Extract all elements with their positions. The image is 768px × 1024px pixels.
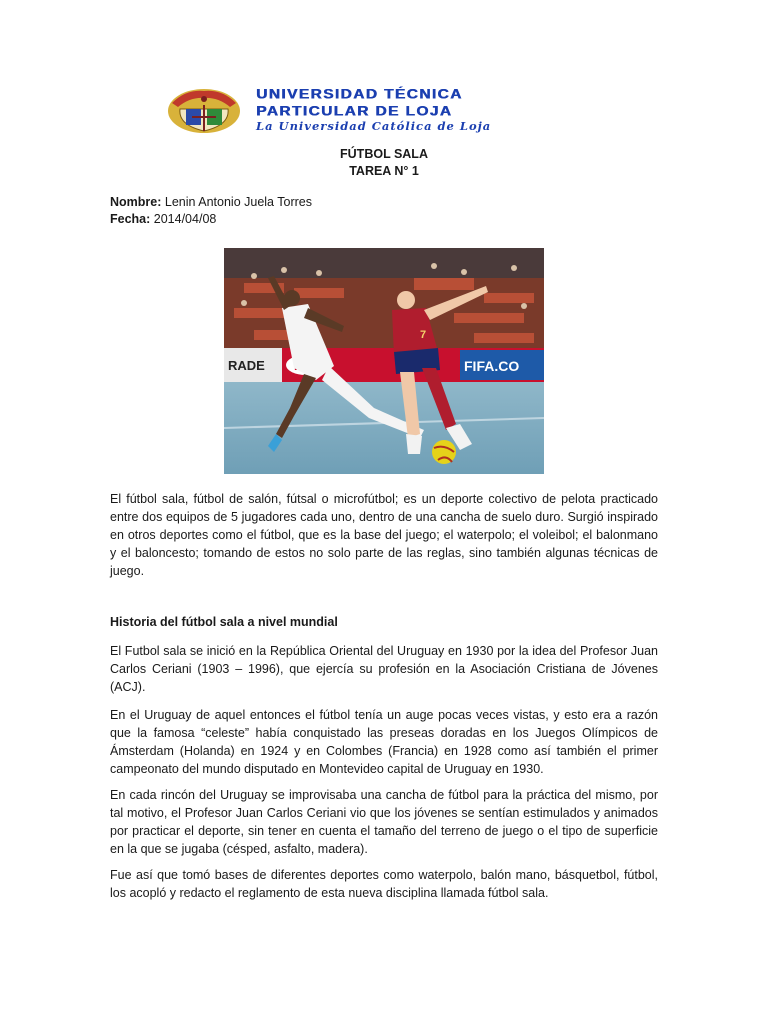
- jersey-number: 7: [420, 329, 427, 341]
- name-line: [110, 194, 312, 211]
- history-paragraph-4: Fue así que tomó bases de diferentes deportes como waterpolo, balón mano, básquetbol, fútbol, los acopló y redacto el reglamento de esta nueva disciplina llamada fútbol sala.: [110, 868, 658, 900]
- banner-left-text: RADE: [228, 358, 265, 373]
- university-logo: [166, 84, 606, 136]
- date-line: [110, 211, 312, 228]
- name-value: Lenin Antonio Juela Torres: [164, 195, 312, 209]
- history-paragraph-3: En cada rincón del Uruguay se improvisaba una cancha de fútbol para la práctica del mismo, por tal motivo, el Profesor Juan Carlos Ceriani vio que los jóvenes se sentían estimulados y animados por practicar el deporte, sin tener en cuenta el tamaño del terreno de juego o el tipo de superficie en la que se jugaba (césped, asfalto, madera).: [110, 788, 658, 856]
- date-label: Fecha:: [110, 212, 151, 226]
- document-subtitle: TAREA N° 1: [349, 164, 419, 178]
- document-titles: [0, 146, 768, 180]
- author-info: [110, 194, 312, 228]
- university-seal-icon: [166, 85, 242, 135]
- section-heading: Historia del fútbol sala a nivel mundial: [110, 615, 338, 629]
- document-title: FÚTBOL SALA: [340, 147, 428, 161]
- banner-right-text: FIFA.CO: [464, 358, 520, 374]
- history-paragraph-2: En el Uruguay de aquel entonces el fútbol tenía un auge pocas veces vistas, y esto era a razón que la famosa “celeste” había conquistado las preseas doradas en los Juegos Olímpicos de Ámsterdam (Holanda) en 1924 y en Colombes (Francia) en 1928 como así también el primer campeonato del mundo disputado en Montevideo capital de Uruguay en 1930.: [110, 708, 658, 776]
- brand-text: [256, 87, 491, 133]
- brand-line-2: PARTICULAR DE LOJA: [256, 103, 453, 119]
- brand-line-1: UNIVERSIDAD TÉCNICA: [256, 87, 463, 103]
- brand-tagline: La Universidad Católica de Loja: [256, 119, 492, 134]
- futsal-photo: [224, 248, 544, 474]
- history-paragraph-1: El Futbol sala se inició en la República Oriental del Uruguay en 1930 por la idea del Profesor Juan Carlos Ceriani (1903 – 1996), que ejercía su profesión en la Asociación Cristiana de Jóvenes (ACJ).: [110, 644, 658, 694]
- date-value: 2014/04/08: [153, 212, 217, 226]
- name-label: Nombre:: [110, 195, 162, 209]
- intro-paragraph: El fútbol sala, fútbol de salón, fútsal o microfútbol; es un deporte colectivo de pelota practicado entre dos equipos de 5 jugadores cada uno, dentro de una cancha de suelo duro. Surgió inspirado en otros deportes como el fútbol, que es la base del juego; el waterpolo; el voleibol; el balonmano y el baloncesto; tomando de estos no solo parte de las reglas, sino también algunas técnicas de juego.: [110, 492, 658, 578]
